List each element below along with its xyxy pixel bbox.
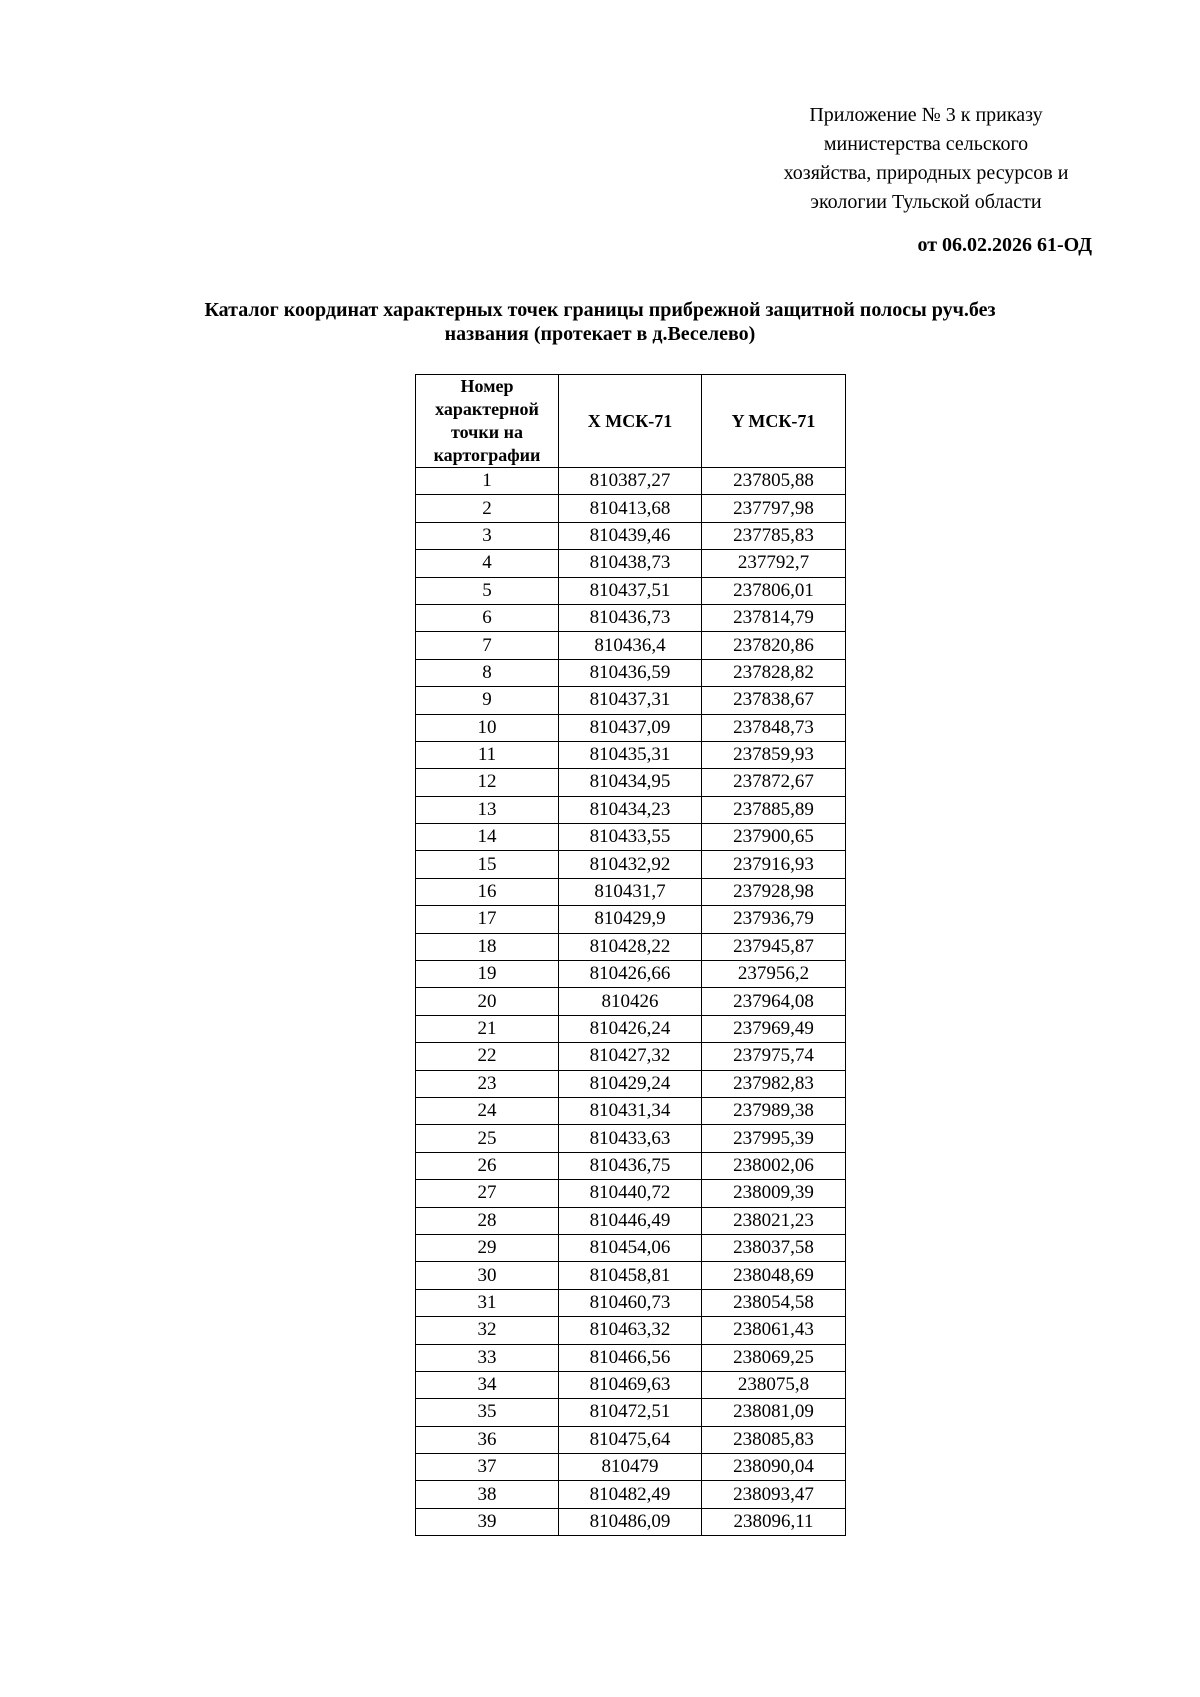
table-row (416, 933, 846, 960)
point-number-cell: 4 (416, 550, 559, 577)
point-number-cell: 18 (416, 933, 559, 960)
point-number-cell: 25 (416, 1125, 559, 1152)
y-coordinate-cell: 238054,58 (702, 1289, 846, 1316)
point-number-cell: 34 (416, 1371, 559, 1398)
y-coordinate-cell: 237916,93 (702, 851, 846, 878)
x-coordinate-cell: 810428,22 (559, 933, 702, 960)
y-coordinate-cell: 237820,86 (702, 632, 846, 659)
x-coordinate-cell: 810446,49 (559, 1207, 702, 1234)
x-coordinate-cell: 810475,64 (559, 1426, 702, 1453)
table-row (416, 1289, 846, 1316)
table-row (416, 714, 846, 741)
point-number-cell: 5 (416, 577, 559, 604)
x-coordinate-cell: 810466,56 (559, 1344, 702, 1371)
table-row (416, 495, 846, 522)
y-coordinate-cell: 237838,67 (702, 687, 846, 714)
x-coordinate-cell: 810436,4 (559, 632, 702, 659)
table-row (416, 769, 846, 796)
y-coordinate-cell: 238037,58 (702, 1234, 846, 1261)
x-coordinate-cell: 810436,75 (559, 1152, 702, 1179)
table-row (416, 1508, 846, 1535)
table-row (416, 1262, 846, 1289)
table-row (416, 1097, 846, 1124)
point-number-cell: 3 (416, 522, 559, 549)
table-body (416, 468, 846, 1536)
point-number-cell: 30 (416, 1262, 559, 1289)
y-coordinate-cell: 238093,47 (702, 1481, 846, 1508)
y-coordinate-cell: 237989,38 (702, 1097, 846, 1124)
table-row (416, 1426, 846, 1453)
point-number-cell: 1 (416, 468, 559, 495)
y-coordinate-cell: 237859,93 (702, 741, 846, 768)
x-coordinate-cell: 810426,24 (559, 1015, 702, 1042)
x-coordinate-cell: 810426 (559, 988, 702, 1015)
table-row (416, 687, 846, 714)
header-point-line: характерной (435, 399, 539, 419)
x-coordinate-cell: 810437,51 (559, 577, 702, 604)
y-coordinate-cell: 237792,7 (702, 550, 846, 577)
table-row (416, 1152, 846, 1179)
x-coordinate-cell: 810427,32 (559, 1043, 702, 1070)
point-number-cell: 38 (416, 1481, 559, 1508)
header-x: X МСК-71 (559, 375, 702, 468)
y-coordinate-cell: 237785,83 (702, 522, 846, 549)
point-number-cell: 16 (416, 878, 559, 905)
table-row (416, 632, 846, 659)
header-point-line: картографии (433, 445, 541, 465)
annex-line: Приложение № 3 к приказу (809, 104, 1043, 126)
y-coordinate-cell: 238096,11 (702, 1508, 846, 1535)
table-row (416, 851, 846, 878)
table-row (416, 1234, 846, 1261)
x-coordinate-cell: 810436,73 (559, 604, 702, 631)
x-coordinate-cell: 810437,31 (559, 687, 702, 714)
table-row (416, 961, 846, 988)
x-coordinate-cell: 810454,06 (559, 1234, 702, 1261)
title-line-1: Каталог координат характерных точек границы прибрежной защитной полосы руч.без (204, 299, 996, 321)
x-coordinate-cell: 810438,73 (559, 550, 702, 577)
y-coordinate-cell: 238021,23 (702, 1207, 846, 1234)
point-number-cell: 9 (416, 687, 559, 714)
point-number-cell: 8 (416, 659, 559, 686)
y-coordinate-cell: 237936,79 (702, 906, 846, 933)
point-number-cell: 23 (416, 1070, 559, 1097)
x-coordinate-cell: 810433,63 (559, 1125, 702, 1152)
table-row (416, 988, 846, 1015)
table-row (416, 522, 846, 549)
table-row (416, 1371, 846, 1398)
point-number-cell: 19 (416, 961, 559, 988)
y-coordinate-cell: 238002,06 (702, 1152, 846, 1179)
y-coordinate-cell: 238090,04 (702, 1454, 846, 1481)
table-row (416, 1344, 846, 1371)
y-coordinate-cell: 237805,88 (702, 468, 846, 495)
point-number-cell: 15 (416, 851, 559, 878)
point-number-cell: 31 (416, 1289, 559, 1316)
point-number-cell: 29 (416, 1234, 559, 1261)
table-row (416, 878, 846, 905)
point-number-cell: 10 (416, 714, 559, 741)
point-number-cell: 7 (416, 632, 559, 659)
table-row (416, 796, 846, 823)
y-coordinate-cell: 238081,09 (702, 1399, 846, 1426)
table-row (416, 468, 846, 495)
y-coordinate-cell: 237828,82 (702, 659, 846, 686)
table-header-row (416, 375, 846, 468)
table-row (416, 741, 846, 768)
point-number-cell: 28 (416, 1207, 559, 1234)
point-number-cell: 14 (416, 824, 559, 851)
x-coordinate-cell: 810431,34 (559, 1097, 702, 1124)
table-row (416, 824, 846, 851)
y-coordinate-cell: 237900,65 (702, 824, 846, 851)
point-number-cell: 35 (416, 1399, 559, 1426)
y-coordinate-cell: 238061,43 (702, 1317, 846, 1344)
table-row (416, 1207, 846, 1234)
x-coordinate-cell: 810469,63 (559, 1371, 702, 1398)
x-coordinate-cell: 810426,66 (559, 961, 702, 988)
order-reference: от 06.02.2026 61-ОД (917, 234, 1092, 256)
table-row (416, 906, 846, 933)
x-coordinate-cell: 810432,92 (559, 851, 702, 878)
coordinates-table (415, 374, 846, 1536)
point-number-cell: 13 (416, 796, 559, 823)
x-coordinate-cell: 810486,09 (559, 1508, 702, 1535)
x-coordinate-cell: 810435,31 (559, 741, 702, 768)
annex-line: министерства сельского (823, 133, 1029, 155)
x-coordinate-cell: 810439,46 (559, 522, 702, 549)
annex-header (760, 101, 1092, 217)
point-number-cell: 6 (416, 604, 559, 631)
y-coordinate-cell: 238009,39 (702, 1180, 846, 1207)
y-coordinate-cell: 237797,98 (702, 495, 846, 522)
x-coordinate-cell: 810482,49 (559, 1481, 702, 1508)
x-coordinate-cell: 810460,73 (559, 1289, 702, 1316)
header-point-line: Номер (460, 376, 514, 396)
x-coordinate-cell: 810463,32 (559, 1317, 702, 1344)
table-row (416, 550, 846, 577)
document-title (100, 298, 1100, 346)
x-coordinate-cell: 810429,24 (559, 1070, 702, 1097)
x-coordinate-cell: 810413,68 (559, 495, 702, 522)
x-coordinate-cell: 810458,81 (559, 1262, 702, 1289)
x-coordinate-cell: 810472,51 (559, 1399, 702, 1426)
point-number-cell: 24 (416, 1097, 559, 1124)
point-number-cell: 17 (416, 906, 559, 933)
header-y: Y МСК-71 (702, 375, 846, 468)
point-number-cell: 20 (416, 988, 559, 1015)
y-coordinate-cell: 237982,83 (702, 1070, 846, 1097)
x-coordinate-cell: 810429,9 (559, 906, 702, 933)
table-row (416, 1070, 846, 1097)
y-coordinate-cell: 237806,01 (702, 577, 846, 604)
x-coordinate-cell: 810436,59 (559, 659, 702, 686)
table-row (416, 1125, 846, 1152)
point-number-cell: 26 (416, 1152, 559, 1179)
header-point-number (416, 375, 559, 468)
y-coordinate-cell: 238048,69 (702, 1262, 846, 1289)
table-row (416, 1015, 846, 1042)
table-row (416, 659, 846, 686)
table-row (416, 1180, 846, 1207)
header-point-line: точки на (451, 422, 523, 442)
point-number-cell: 37 (416, 1454, 559, 1481)
annex-line: хозяйства, природных ресурсов и (783, 162, 1069, 184)
table-row (416, 1317, 846, 1344)
table-row (416, 1454, 846, 1481)
y-coordinate-cell: 237975,74 (702, 1043, 846, 1070)
point-number-cell: 36 (416, 1426, 559, 1453)
annex-line: экологии Тульской области (810, 191, 1042, 213)
point-number-cell: 33 (416, 1344, 559, 1371)
point-number-cell: 22 (416, 1043, 559, 1070)
title-line-2: названия (протекает в д.Веселево) (444, 323, 756, 345)
point-number-cell: 27 (416, 1180, 559, 1207)
y-coordinate-cell: 238075,8 (702, 1371, 846, 1398)
x-coordinate-cell: 810479 (559, 1454, 702, 1481)
y-coordinate-cell: 238069,25 (702, 1344, 846, 1371)
point-number-cell: 11 (416, 741, 559, 768)
point-number-cell: 12 (416, 769, 559, 796)
x-coordinate-cell: 810387,27 (559, 468, 702, 495)
point-number-cell: 39 (416, 1508, 559, 1535)
y-coordinate-cell: 237995,39 (702, 1125, 846, 1152)
point-number-cell: 21 (416, 1015, 559, 1042)
y-coordinate-cell: 237969,49 (702, 1015, 846, 1042)
y-coordinate-cell: 237956,2 (702, 961, 846, 988)
y-coordinate-cell: 237814,79 (702, 604, 846, 631)
x-coordinate-cell: 810434,23 (559, 796, 702, 823)
x-coordinate-cell: 810434,95 (559, 769, 702, 796)
x-coordinate-cell: 810433,55 (559, 824, 702, 851)
y-coordinate-cell: 237928,98 (702, 878, 846, 905)
table-row (416, 1481, 846, 1508)
point-number-cell: 32 (416, 1317, 559, 1344)
x-coordinate-cell: 810431,7 (559, 878, 702, 905)
y-coordinate-cell: 237872,67 (702, 769, 846, 796)
y-coordinate-cell: 238085,83 (702, 1426, 846, 1453)
y-coordinate-cell: 237964,08 (702, 988, 846, 1015)
y-coordinate-cell: 237848,73 (702, 714, 846, 741)
x-coordinate-cell: 810437,09 (559, 714, 702, 741)
table-row (416, 1043, 846, 1070)
table-row (416, 1399, 846, 1426)
table-row (416, 604, 846, 631)
y-coordinate-cell: 237885,89 (702, 796, 846, 823)
x-coordinate-cell: 810440,72 (559, 1180, 702, 1207)
table-row (416, 577, 846, 604)
point-number-cell: 2 (416, 495, 559, 522)
y-coordinate-cell: 237945,87 (702, 933, 846, 960)
